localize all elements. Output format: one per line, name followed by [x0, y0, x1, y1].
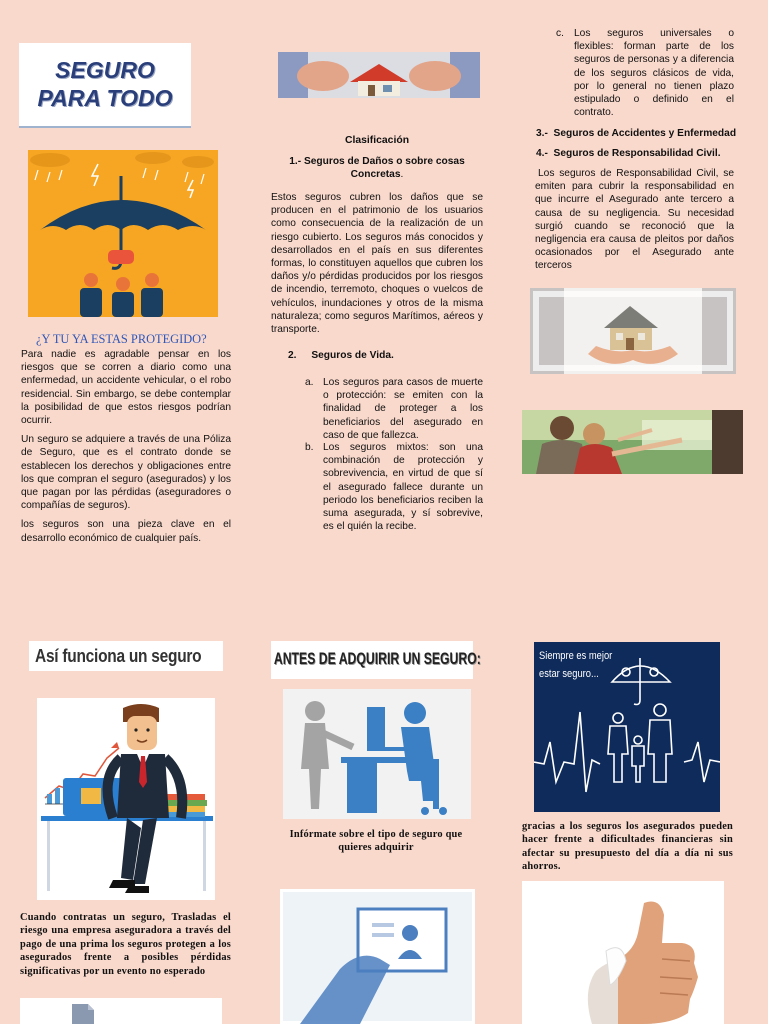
protected-heading: ¿Y TU YA ESTAS PROTEGIDO? — [36, 332, 207, 346]
life-item-b-text: Los seguros mixtos: son una combinación de protección y sobrevivencia, en virtud de que sí el asegurado fallece durante un periodo los beneficiarios reciben la suma asegurada, y sí sobrevive, es el quién la recibe. — [323, 442, 483, 533]
family-car-image — [522, 410, 743, 474]
life-insurance-heading: 2. Seguros de Vida. — [288, 350, 394, 361]
businessman-illustration — [37, 698, 215, 900]
damage-insurance-text: Estos seguros cubren los daños que se producen en el patrimonio de los usuarios como consecuencia de la realización de un riesgo cubierto. Los seguros más conocidos y desarrollados en el país en sus diferentes formas, lo constituyen aquellos que cubren los daños y/o pérdidas producidos por los riesgos de incendio, terremoto, choques o vuelcos de vehículos, inundaciones y otros de la misma naturaleza; como seguros Marítimos, aéreos y transporte. — [271, 192, 483, 336]
item-c-text: Los seguros universales o flexibles: forman parte de los seguros de personas y a diferencia de los seguros clásicos de vida, por lo general no tienen plazo estipulado o definido en el contrato. — [574, 28, 734, 119]
life-item-b — [305, 441, 483, 533]
poster-line-2: estar seguro... — [539, 668, 599, 680]
before-buying-banner: ANTES DE ADQUIRIR UN SEGURO: — [271, 641, 473, 679]
financial-difficulties-caption: gracias a los seguros los asegurados pueden hacer frente a dificultades financieras sin afectar su presupuesto del día a día ni sus ahorros. — [522, 821, 733, 873]
life-item-a-text: Los seguros para casos de muerte o protección: se emiten con la finalidad de proteger a los beneficiarios del asegurado en caso de que fallezca. — [323, 377, 483, 441]
universal-item-c — [556, 27, 734, 119]
inform-yourself-caption: Infórmate sobre el tipo de seguro que quieres adquirir — [289, 829, 463, 854]
how-insurance-works-caption: Cuando contratas un seguro, Trasladas el riesgo una empresa aseguradora a través del pago de una prima los seguros protegen a los asegurados frente a posibles pérdidas significativas por un evento no esperado — [20, 912, 231, 977]
left-paragraph-3: los seguros son una pieza clave en el desarrollo económico de cualquier país. — [21, 519, 231, 544]
house-hands-image — [278, 52, 480, 98]
thumbs-up-image-partial — [522, 881, 724, 1024]
online-form-image-partial — [280, 889, 475, 1024]
left-column-text — [21, 348, 231, 545]
umbrella-image — [28, 150, 218, 317]
left-paragraph-1: Para nadie es agradable pensar en los riesgos que se corren a diario como una enfermedad, un accidente vehicular, o el robo residencial. Sin embargo, se debe contemplar la posibilidad de que estos riesgos podrían ocurrir. — [21, 349, 231, 427]
title-line-1: SEGURO — [55, 57, 155, 83]
life-item-a — [305, 376, 483, 442]
civil-liability-text: Los seguros de Responsabilidad Civil, se emiten para cubrir la responsabilidad en que incurre el Asegurado ante tercero a causa de su negligencia. Su necesidad surgió cuando se reconoció que la negligencia era causa de pleitos por daños ocasionados por el Asegurado ante terceros — [535, 168, 734, 272]
how-insurance-works-banner: Así funciona un seguro — [29, 641, 223, 671]
poster-line-1: Siempre es mejor — [539, 650, 613, 662]
document-image-partial — [20, 998, 222, 1024]
life-item-b-label: b. — [305, 442, 314, 453]
classification-heading: Clasificación — [344, 135, 410, 146]
office-illustration — [283, 689, 471, 819]
item-c-label: c. — [556, 28, 564, 39]
damage-insurance-heading: 1.- Seguros de Daños o sobre cosas Concretas. — [289, 156, 465, 181]
title-line-2: PARA TODO — [37, 85, 173, 111]
civil-liability-heading: 4.- Seguros de Responsabilidad Civil. — [536, 148, 721, 159]
accidents-heading: 3.- Seguros de Accidentes y Enfermedad — [536, 128, 737, 139]
always-better-safe-poster — [534, 642, 720, 812]
house-in-hands-image — [530, 288, 736, 374]
life-item-a-label: a. — [305, 377, 314, 388]
title-box — [19, 43, 191, 128]
left-paragraph-2: Un seguro se adquiere a través de una Póliza de Seguro, que es el contrato donde se establecen los derechos y obligaciones entre los que compran el seguro (asegurados) y los que pagan por las pérdidas (aseguradores o compañías de seguros). — [21, 434, 231, 512]
